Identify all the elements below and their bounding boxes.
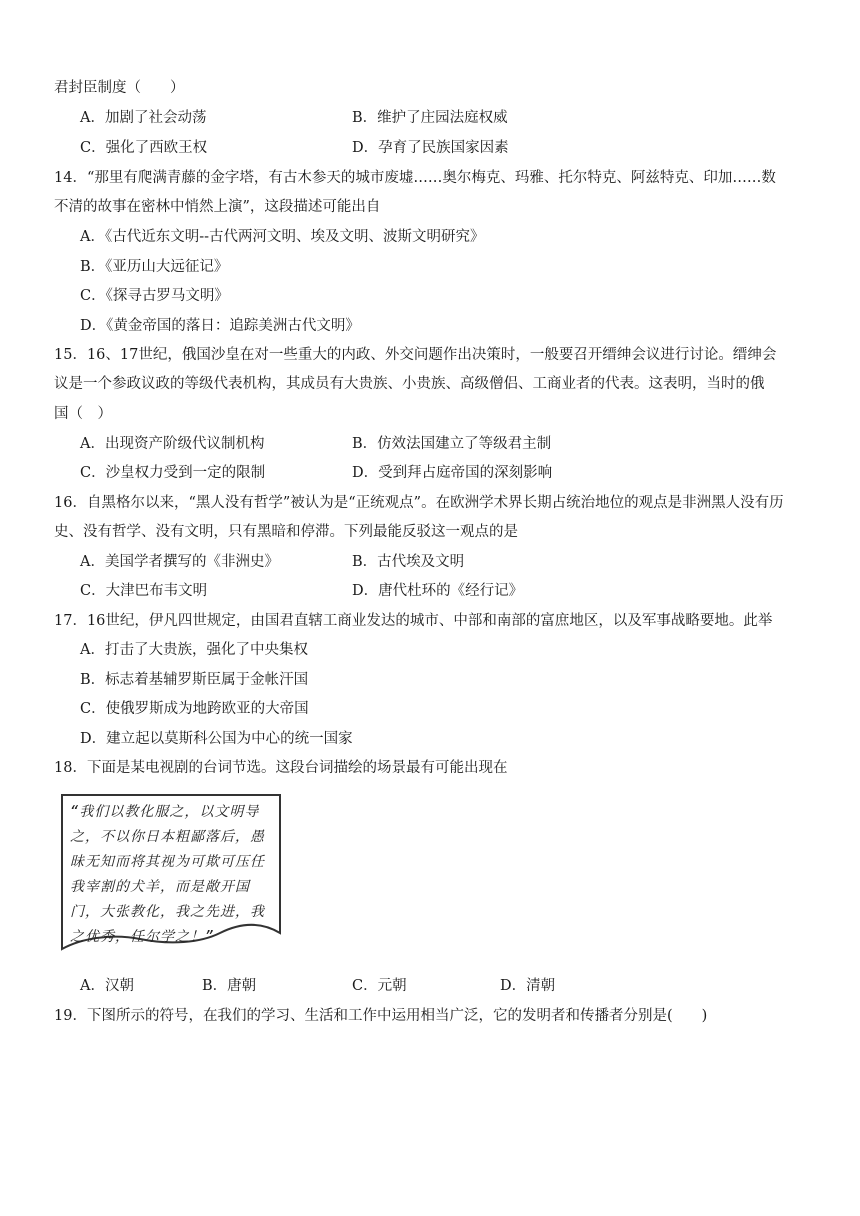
q17-option-d: D．建立起以莫斯科公国为中心的统一国家 [80, 731, 353, 747]
q19-stem-line1: 19．下图所示的符号，在我们的学习、生活和工作中运用相当广泛，它的发明者和传播者分别是( ) [54, 1008, 708, 1024]
q17-option-a: A．打击了大贵族，强化了中央集权 [80, 642, 308, 658]
q14-option-c: C．《探寻古罗马文明》 [80, 288, 229, 304]
q15-stem-line1: 15．16、17世纪，俄国沙皇在对一些重大的内政、外交问题作出决策时，一般要召开缙绅会议进行讨论。缙绅会 [54, 347, 777, 363]
q17-option-b: B．标志着基辅罗斯臣属于金帐汗国 [80, 672, 309, 688]
q13-option-a: A．加剧了社会动荡 [80, 110, 207, 126]
q14-stem-line2: 不清的故事在密林中悄然上演”，这段描述可能出自 [54, 199, 381, 215]
q15-stem-line2: 议是一个参政议政的等级代表机构，其成员有大贵族、小贵族、高级僧侣、工商业者的代表。这表明，当时的俄 [54, 376, 765, 392]
q18-option-c: C．元朝 [352, 978, 407, 994]
q13-option-b: B．维护了庄园法庭权威 [352, 110, 508, 126]
q14-option-a: A．《古代近东文明--古代两河文明、埃及文明、波斯文明研究》 [80, 229, 485, 245]
q16-stem-line2: 史、没有哲学、没有文明，只有黑暗和停滞。下列最能反驳这一观点的是 [54, 524, 518, 540]
q15-option-d: D．受到拜占庭帝国的深刻影响 [352, 465, 553, 481]
q16-option-b: B．古代埃及文明 [352, 554, 465, 570]
q15-stem-line3: 国（ ） [54, 406, 112, 422]
q16-option-d: D．唐代杜环的《经行记》 [352, 583, 524, 599]
q18-quote-text: “我们以教化服之，以文明导之，不以你日本粗鄙落后，愚昧无知而将其视为可欺可压任我宰割的犬羊，而是敞开国门，大张教化，我之先进，我之优秀，任尔学之！” [70, 804, 265, 945]
q13-stem-tail: 君封臣制度（ ） [54, 80, 185, 96]
q13-option-d: D．孕育了民族国家因素 [352, 140, 509, 156]
q18-option-a: A．汉朝 [80, 978, 134, 994]
q17-stem-line1: 17．16世纪，伊凡四世规定，由国君直辖工商业发达的城市、中部和南部的富庶地区，以及军事战略要地。此举 [54, 613, 773, 629]
q18-option-b: B．唐朝 [202, 978, 257, 994]
q14-option-d: D．《黄金帝国的落日：追踪美洲古代文明》 [80, 318, 360, 334]
q16-option-c: C．大津巴布韦文明 [80, 583, 208, 599]
q15-option-c: C．沙皇权力受到一定的限制 [80, 465, 266, 481]
q15-option-b: B．仿效法国建立了等级君主制 [352, 436, 552, 452]
q18-option-d: D．清朝 [500, 978, 556, 994]
q15-option-a: A．出现资产阶级代议制机构 [80, 436, 265, 452]
q14-option-b: B．《亚历山大远征记》 [80, 259, 229, 275]
q16-option-a: A．美国学者撰写的《非洲史》 [80, 554, 279, 570]
q14-stem-line1: 14．“那里有爬满青藤的金字塔，有古木参天的城市废墟……奥尔梅克、玛雅、托尔特克、阿兹特克、印加……数 [54, 170, 776, 186]
q13-option-c: C．强化了西欧王权 [80, 140, 208, 156]
q18-stem-line1: 18．下面是某电视剧的台词节选。这段台词描绘的场景最有可能出现在 [54, 760, 508, 776]
q16-stem-line1: 16．自黑格尔以来，“黑人没有哲学”被认为是“正统观点”。在欧洲学术界长期占统治地位的观点是非洲黑人没有历 [54, 495, 784, 511]
q17-option-c: C．使俄罗斯成为地跨欧亚的大帝国 [80, 701, 309, 717]
